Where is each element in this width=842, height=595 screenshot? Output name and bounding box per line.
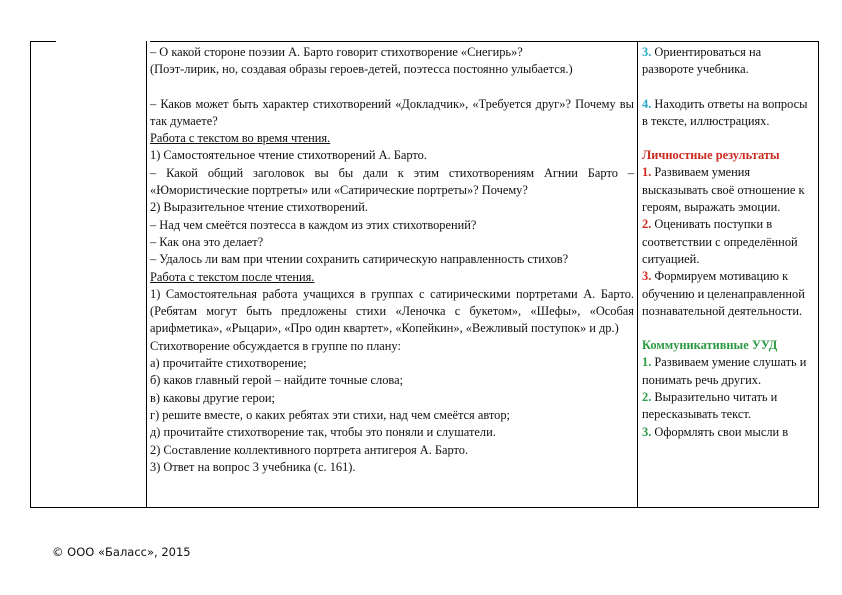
outcome-item (642, 96, 814, 131)
outcomes-cell (642, 44, 814, 441)
outcome-number: 4. (642, 96, 652, 111)
outcome-number: 3. (642, 269, 652, 284)
question-line: – Как она это делает? (150, 234, 264, 249)
question-line: – Над чем смеётся поэтесса в каждом из этих стихотворений? (150, 217, 477, 232)
answer-line: (Поэт-лирик, но, создавая образы героев-детей, поэтесса постоянно улыбается.) (150, 62, 573, 77)
plan-item: д) прочитайте стихотворение так, чтобы это поняли и слушатели. (150, 425, 496, 440)
section-heading-during-reading: Работа с текстом во время чтения. (150, 131, 331, 146)
column-divider-2 (637, 41, 638, 508)
outcome-number: 3. (642, 45, 652, 59)
table-bottom-rule (30, 507, 819, 508)
question-line: – Какой общий заголовок вы бы дали к этим стихотворениям Агнии Барто – «Юмористические портреты» или «Сатирические портреты»? Почему? (150, 165, 634, 198)
step-line: 2) Составление коллективного портрета антигероя А. Барто. (150, 442, 469, 457)
step-line: 1) Самостоятельная работа учащихся в группах с сатирическими портретами А. Барто. (Ребятам могут быть предложены стихи «Леночка с букетом», «Шефы», «Особая арифметика», «Рыцари», «Про один квартет», «Копейкин», «Вежливый поступок» и др.) (150, 286, 634, 336)
plan-heading: Стихотворение обсуждается в группе по плану: (150, 338, 401, 353)
lesson-content-cell (150, 44, 634, 476)
table-border-right (818, 41, 819, 508)
copyright-footer: © ООО «Баласс», 2015 (52, 545, 191, 559)
outcome-number: 1. (642, 355, 652, 370)
plan-item: б) каков главный герой – найдите точные слова; (150, 373, 404, 388)
communicative-uud-heading: Коммуникативные УУД (642, 338, 778, 353)
question-line: – Удалось ли вам при чтении сохранить сатирическую направленность стихов? (150, 252, 569, 267)
step-line: 2) Выразительное чтение стихотворений. (150, 200, 368, 215)
outcome-item (642, 389, 814, 424)
outcome-text: Выразительно читать и пересказывать текст. (642, 390, 778, 422)
plan-item: в) каковы другие герои; (150, 390, 275, 405)
outcome-text: Развиваем умения высказывать своё отношение к героям, выражать эмоции. (642, 165, 805, 215)
outcome-item (642, 44, 814, 79)
outcome-number: 2. (642, 217, 652, 232)
step-line: 3) Ответ на вопрос 3 учебника (с. 161). (150, 459, 356, 474)
outcome-text: Ориентироваться на развороте учебника. (642, 45, 762, 77)
question-line: – О какой стороне поэзии А. Барто говорит стихотворение «Снегирь»? (150, 45, 523, 59)
outcome-item (642, 354, 814, 389)
outcome-item (642, 424, 814, 441)
outcome-number: 1. (642, 165, 652, 180)
table-border-left (30, 41, 31, 508)
table-top-rule (150, 41, 819, 42)
plan-item: г) решите вместе, о каких ребятах эти стихи, над чем смеётся автор; (150, 407, 510, 422)
step-line: 1) Самостоятельное чтение стихотворений А. Барто. (150, 148, 427, 163)
outcome-number: 2. (642, 390, 652, 405)
plan-item: а) прочитайте стихотворение; (150, 356, 307, 371)
outcome-number: 3. (642, 424, 652, 439)
outcome-text: Оценивать поступки в соответствии с определённой ситуацией. (642, 217, 798, 266)
outcome-item (642, 268, 814, 320)
personal-results-heading: Личностные результаты (642, 148, 780, 163)
table-top-rule-left (30, 41, 56, 42)
outcome-text: Оформлять свои мысли в (654, 424, 789, 439)
section-heading-after-reading: Работа с текстом после чтения. (150, 269, 315, 284)
outcome-text: Развиваем умение слушать и понимать речь других. (642, 355, 807, 387)
outcome-item (642, 216, 814, 268)
outcome-text: Находить ответы на вопросы в тексте, иллюстрациях. (642, 96, 808, 128)
question-line: – Каков может быть характер стихотворений «Докладчик», «Требуется друг»? Почему вы так думаете? (150, 96, 634, 128)
outcome-item (642, 164, 814, 216)
column-divider-1 (146, 41, 147, 508)
outcome-text: Формируем мотивацию к обучению и целенаправленной познавательной деятельности. (642, 269, 805, 318)
